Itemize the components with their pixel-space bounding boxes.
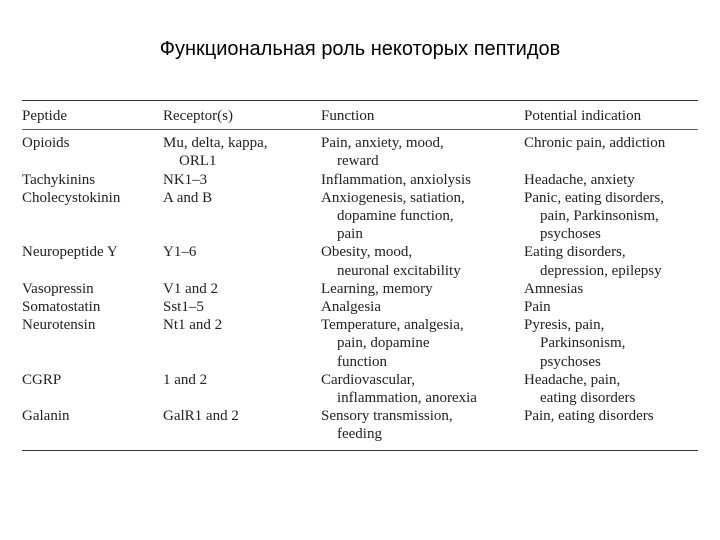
cell-line: GalR1 and 2 — [163, 408, 239, 425]
cell-indication — [524, 371, 698, 407]
cell-line: dopamine function, — [337, 208, 454, 225]
cell-receptor — [163, 298, 321, 316]
cell-peptide — [22, 134, 163, 170]
table-row — [22, 189, 698, 244]
cell-line: Pain, anxiety, mood, — [321, 135, 444, 152]
cell-function — [321, 189, 524, 244]
cell-line: Somatostatin — [22, 299, 101, 316]
cell-line: Neurotensin — [22, 317, 96, 334]
cell-line: reward — [337, 153, 379, 170]
cell-line: Panic, eating disorders, — [524, 189, 664, 206]
cell-indication — [524, 171, 698, 189]
cell-line: Inflammation, anxiolysis — [321, 171, 471, 188]
cell-line: neuronal excitability — [337, 262, 461, 279]
cell-line: 1 and 2 — [163, 371, 208, 388]
cell-function — [321, 243, 524, 279]
table-row — [22, 171, 698, 189]
cell-line: pain — [337, 226, 363, 243]
table-row — [22, 243, 698, 279]
cell-indication — [524, 407, 698, 443]
cell-indication — [524, 316, 698, 371]
cell-peptide — [22, 171, 163, 189]
cell-line: inflammation, anorexia — [337, 390, 477, 407]
cell-function — [321, 371, 524, 407]
cell-receptor — [163, 280, 321, 298]
cell-line: Y1–6 — [163, 244, 197, 261]
cell-line: feeding — [337, 426, 382, 443]
cell-function — [321, 171, 524, 189]
cell-line: A and B — [163, 189, 213, 206]
cell-line: pain, dopamine — [337, 335, 430, 352]
slide-title: Функциональная роль некоторых пептидов — [159, 38, 561, 60]
cell-line: psychoses — [540, 226, 601, 243]
cell-line: Parkinsonism, — [540, 335, 626, 352]
cell-indication — [524, 189, 698, 244]
cell-line: Sensory transmission, — [321, 408, 453, 425]
table-row — [22, 134, 698, 170]
cell-line: CGRP — [22, 371, 62, 388]
header-indication: Potential indication — [524, 108, 642, 124]
cell-line: pain, Parkinsonism, — [540, 208, 659, 225]
cell-peptide — [22, 298, 163, 316]
cell-line: Obesity, mood, — [321, 244, 413, 261]
cell-line: Sst1–5 — [163, 299, 204, 316]
cell-function — [321, 407, 524, 443]
cell-line: Pain, eating disorders — [524, 408, 654, 425]
cell-receptor — [163, 371, 321, 407]
cell-line: eating disorders — [540, 390, 636, 407]
cell-line: NK1–3 — [163, 171, 208, 188]
cell-line: depression, epilepsy — [540, 262, 662, 279]
table-bottom-rule — [22, 450, 698, 451]
cell-receptor — [163, 189, 321, 244]
table-row — [22, 280, 698, 298]
cell-line: Neuropeptide Y — [22, 244, 118, 261]
table-row — [22, 371, 698, 407]
table-body — [22, 134, 698, 443]
cell-line: ORL1 — [179, 153, 217, 170]
cell-line: Temperature, analgesia, — [321, 317, 464, 334]
table-row — [22, 298, 698, 316]
cell-line: Cardiovascular, — [321, 371, 415, 388]
cell-peptide — [22, 371, 163, 407]
cell-line: Chronic pain, addiction — [524, 135, 666, 152]
cell-line: Nt1 and 2 — [163, 317, 223, 334]
cell-line: Mu, delta, kappa, — [163, 135, 268, 152]
cell-line: Headache, pain, — [524, 371, 621, 388]
cell-function — [321, 316, 524, 371]
cell-peptide — [22, 407, 163, 443]
cell-function — [321, 134, 524, 170]
cell-receptor — [163, 134, 321, 170]
cell-receptor — [163, 171, 321, 189]
cell-line: Eating disorders, — [524, 244, 626, 261]
cell-line: function — [337, 353, 387, 370]
cell-line: Headache, anxiety — [524, 171, 635, 188]
cell-indication — [524, 298, 698, 316]
cell-receptor — [163, 316, 321, 371]
cell-peptide — [22, 243, 163, 279]
cell-peptide — [22, 316, 163, 371]
cell-line: Vasopressin — [22, 280, 94, 297]
header-peptide: Peptide — [22, 108, 67, 124]
cell-peptide — [22, 189, 163, 244]
peptide-table — [22, 100, 698, 451]
cell-line: Opioids — [22, 135, 70, 152]
cell-receptor — [163, 407, 321, 443]
cell-line: Pain — [524, 299, 551, 316]
cell-line: Anxiogenesis, satiation, — [321, 189, 465, 206]
cell-line: Pyresis, pain, — [524, 317, 605, 334]
cell-line: psychoses — [540, 353, 601, 370]
cell-line: Galanin — [22, 408, 70, 425]
header-receptor: Receptor(s) — [163, 108, 233, 124]
header-function: Function — [321, 108, 375, 124]
cell-peptide — [22, 280, 163, 298]
cell-function — [321, 298, 524, 316]
cell-line: V1 and 2 — [163, 280, 218, 297]
cell-indication — [524, 280, 698, 298]
cell-function — [321, 280, 524, 298]
table-row — [22, 316, 698, 371]
cell-line: Amnesias — [524, 280, 584, 297]
cell-indication — [524, 134, 698, 170]
cell-line: Cholecystokinin — [22, 189, 121, 206]
cell-line: Learning, memory — [321, 280, 433, 297]
cell-line: Tachykinins — [22, 171, 96, 188]
cell-line: Analgesia — [321, 299, 381, 316]
table-header-row — [22, 101, 698, 129]
cell-receptor — [163, 243, 321, 279]
table-header-rule — [22, 129, 698, 130]
cell-indication — [524, 243, 698, 279]
table-row — [22, 407, 698, 443]
